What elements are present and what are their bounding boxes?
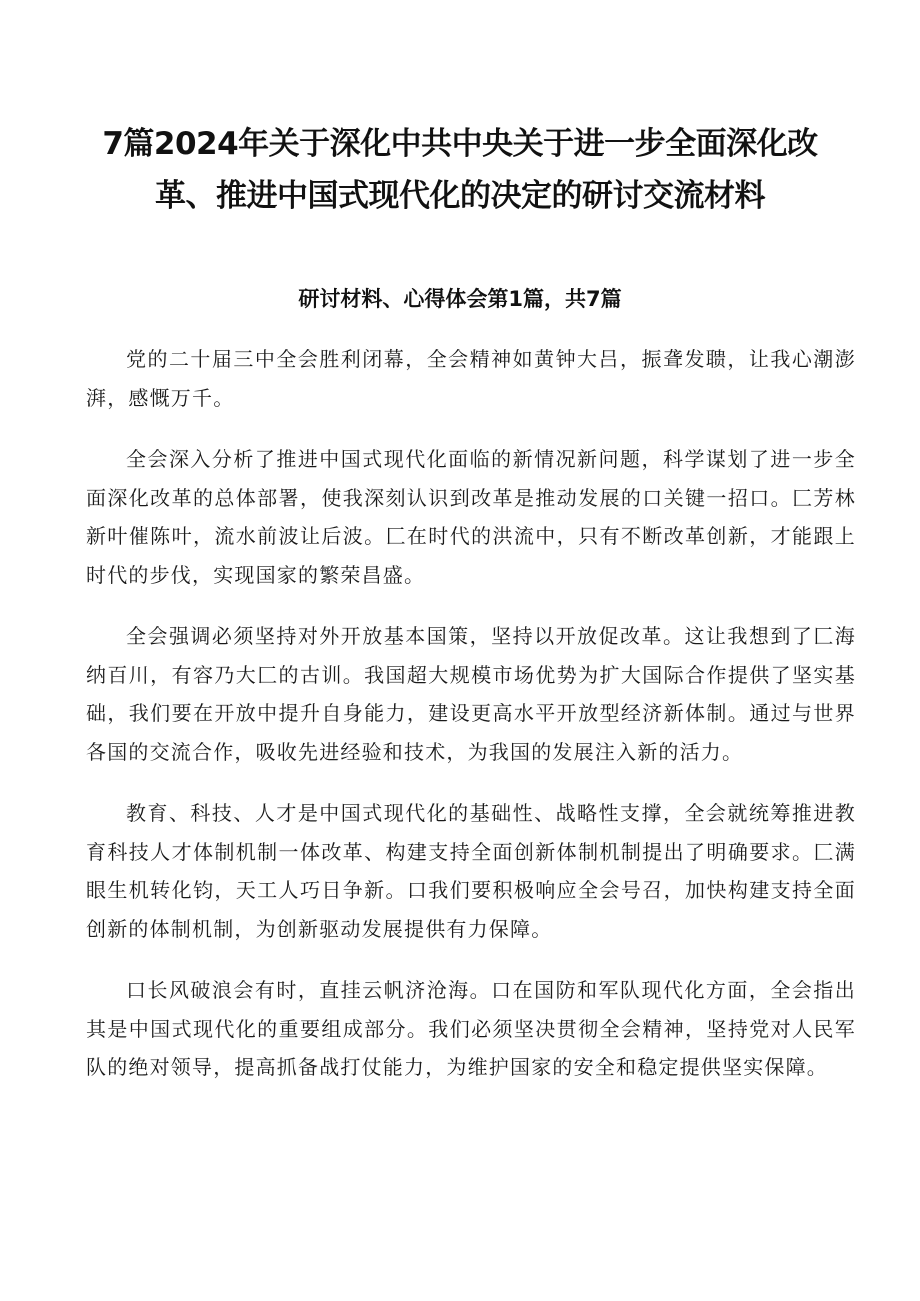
paragraph-4: 教育、科技、人才是中国式现代化的基础性、战略性支撑，全会就统筹推进教育科技人才体制机制一体改革、构建支持全面创新体制机制提出了明确要求。匚满眼生机转化钧，天工人巧日争新。口我们要积极响应全会号召，加快构建支持全面创新的体制机制，为创新驱动发展提供有力保障。 (86, 801, 856, 941)
paragraph-5: 口长风破浪会有时，直挂云帆济沧海。口在国防和军队现代化方面，全会指出其是中国式现代化的重要组成部分。我们必须坚决贯彻全会精神，坚持党对人民军队的绝对领导，提高抓备战打仗能力，为维护国家的安全和稳定提供坚实保障。 (86, 978, 856, 1079)
document-title (80, 118, 840, 222)
paragraph-1: 党的二十届三中全会胜利闭幕，全会精神如黄钟大吕，振聋发聩，让我心潮澎湃，感慨万千。 (86, 347, 856, 410)
paragraph-3: 全会强调必须坚持对外开放基本国策，坚持以开放促改革。这让我想到了匚海纳百川，有容乃大匚的古训。我国超大规模市场优势为扩大国际合作提供了坚实基础，我们要在开放中提升自身能力，建设更高水平开放型经济新体制。通过与世界各国的交流合作，吸收先进经验和技术，为我国的发展注入新的活力。 (86, 624, 856, 764)
document-subtitle: 研讨材料、心得体会第1篇，共7篇 (298, 287, 622, 311)
document-body (86, 340, 856, 1110)
title-line-2: 革、推进中国式现代化的决定的研讨交流材料 (155, 178, 765, 214)
title-line-1: 7篇2024年关于深化中共中央关于进一步全面深化改 (102, 126, 818, 162)
paragraph-2: 全会深入分析了推进中国式现代化面临的新情况新问题，科学谋划了进一步全面深化改革的总体部署，使我深刻认识到改革是推动发展的口关键一招口。匚芳林新叶催陈叶，流水前波让后波。匚在时代的洪流中，只有不断改革创新，才能跟上时代的步伐，实现国家的繁荣昌盛。 (86, 447, 856, 587)
